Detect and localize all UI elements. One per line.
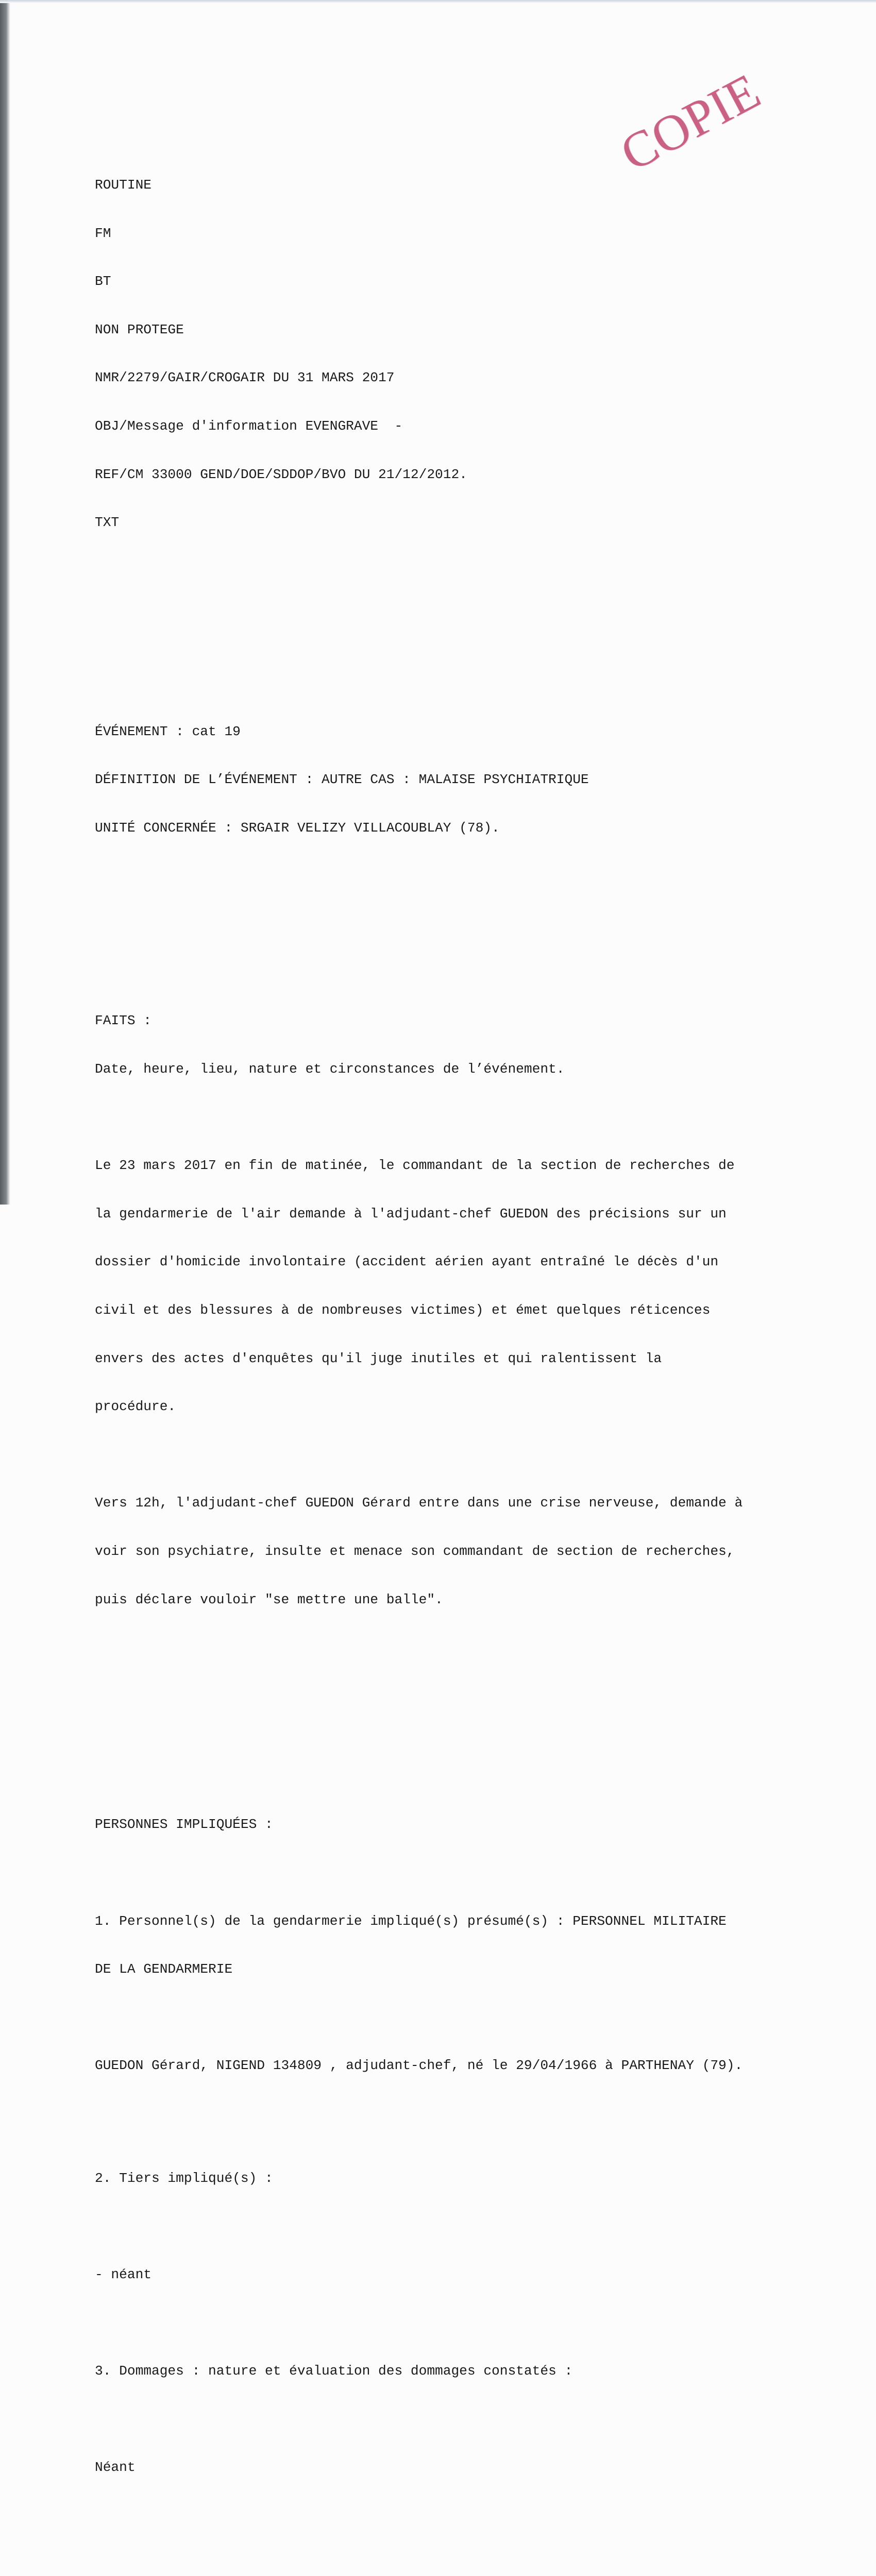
paragraph-line: dossier d'homicide involontaire (accident aérien ayant entraîné le décès d'un	[95, 1254, 719, 1270]
header-line: NON PROTEGE	[95, 321, 184, 337]
header-line: OBJ/Message d'information EVENGRAVE -	[95, 418, 403, 434]
paragraph-line: voir son psychiatre, insulte et menace son commandant de section de recherches,	[95, 1543, 735, 1559]
scan-top-edge	[0, 0, 876, 3]
copie-stamp: COPIE	[612, 63, 769, 182]
header-line: NMR/2279/GAIR/CROGAIR DU 31 MARS 2017	[95, 370, 395, 386]
paragraph-line: civil et des blessures à de nombreuses victimes) et émet quelques réticences	[95, 1302, 711, 1318]
event-line: UNITÉ CONCERNÉE : SRGAIR VELIZY VILLACOUBLAY (78).	[95, 820, 500, 836]
header-line: REF/CM 33000 GEND/DOE/SDDOP/BVO DU 21/12/2012.	[95, 466, 467, 482]
personnel-line: DE LA GENDARMERIE	[95, 1961, 233, 1977]
faits-subheading: Date, heure, lieu, nature et circonstances de l’événement.	[95, 1061, 565, 1077]
tiers-heading: 2. Tiers impliqué(s) :	[95, 2170, 273, 2186]
faits-heading: FAITS :	[95, 1013, 152, 1029]
event-line: ÉVÉNEMENT : cat 19	[95, 723, 241, 739]
paragraph-line: puis déclare vouloir "se mettre une balle".	[95, 1591, 443, 1607]
header-line: FM	[95, 225, 111, 241]
paragraph-line: envers des actes d'enquêtes qu'il juge inutiles et qui ralentissent la	[95, 1350, 662, 1366]
dommages-value: Néant	[95, 2460, 136, 2476]
header-line: ROUTINE	[95, 177, 152, 193]
dommages-heading: 3. Dommages : nature et évaluation des dommages constatés :	[95, 2363, 573, 2379]
paragraph-line: la gendarmerie de l'air demande à l'adjudant-chef GUEDON des précisions sur un	[95, 1206, 727, 1222]
personnes-heading: PERSONNES IMPLIQUÉES :	[95, 1817, 273, 1833]
tiers-value: - néant	[95, 2266, 152, 2282]
header-line: BT	[95, 274, 111, 290]
faits-section	[95, 981, 806, 1640]
paragraph-line: Le 23 mars 2017 en fin de matinée, le commandant de la section de recherches de	[95, 1158, 735, 1174]
paragraph-line: Vers 12h, l'adjudant-chef GUEDON Gérard entre dans une crise nerveuse, demande à	[95, 1495, 743, 1511]
event-line: DÉFINITION DE L’ÉVÉNEMENT : AUTRE CAS : MALAISE PSYCHIATRIQUE	[95, 772, 589, 788]
event-section	[95, 691, 806, 868]
personnes-section	[95, 1785, 806, 2508]
personnel-line: 1. Personnel(s) de la gendarmerie impliqué(s) présumé(s) : PERSONNEL MILITAIRE	[95, 1913, 727, 1929]
message-header	[95, 145, 806, 563]
scan-edge	[0, 0, 10, 1205]
document-body	[95, 97, 806, 2576]
personnel-detail: GUEDON Gérard, NIGEND 134809 , adjudant-chef, né le 29/04/1966 à PARTHENAY (79).	[95, 2058, 743, 2074]
header-line: TXT	[95, 515, 120, 531]
paragraph-line: procédure.	[95, 1399, 176, 1415]
